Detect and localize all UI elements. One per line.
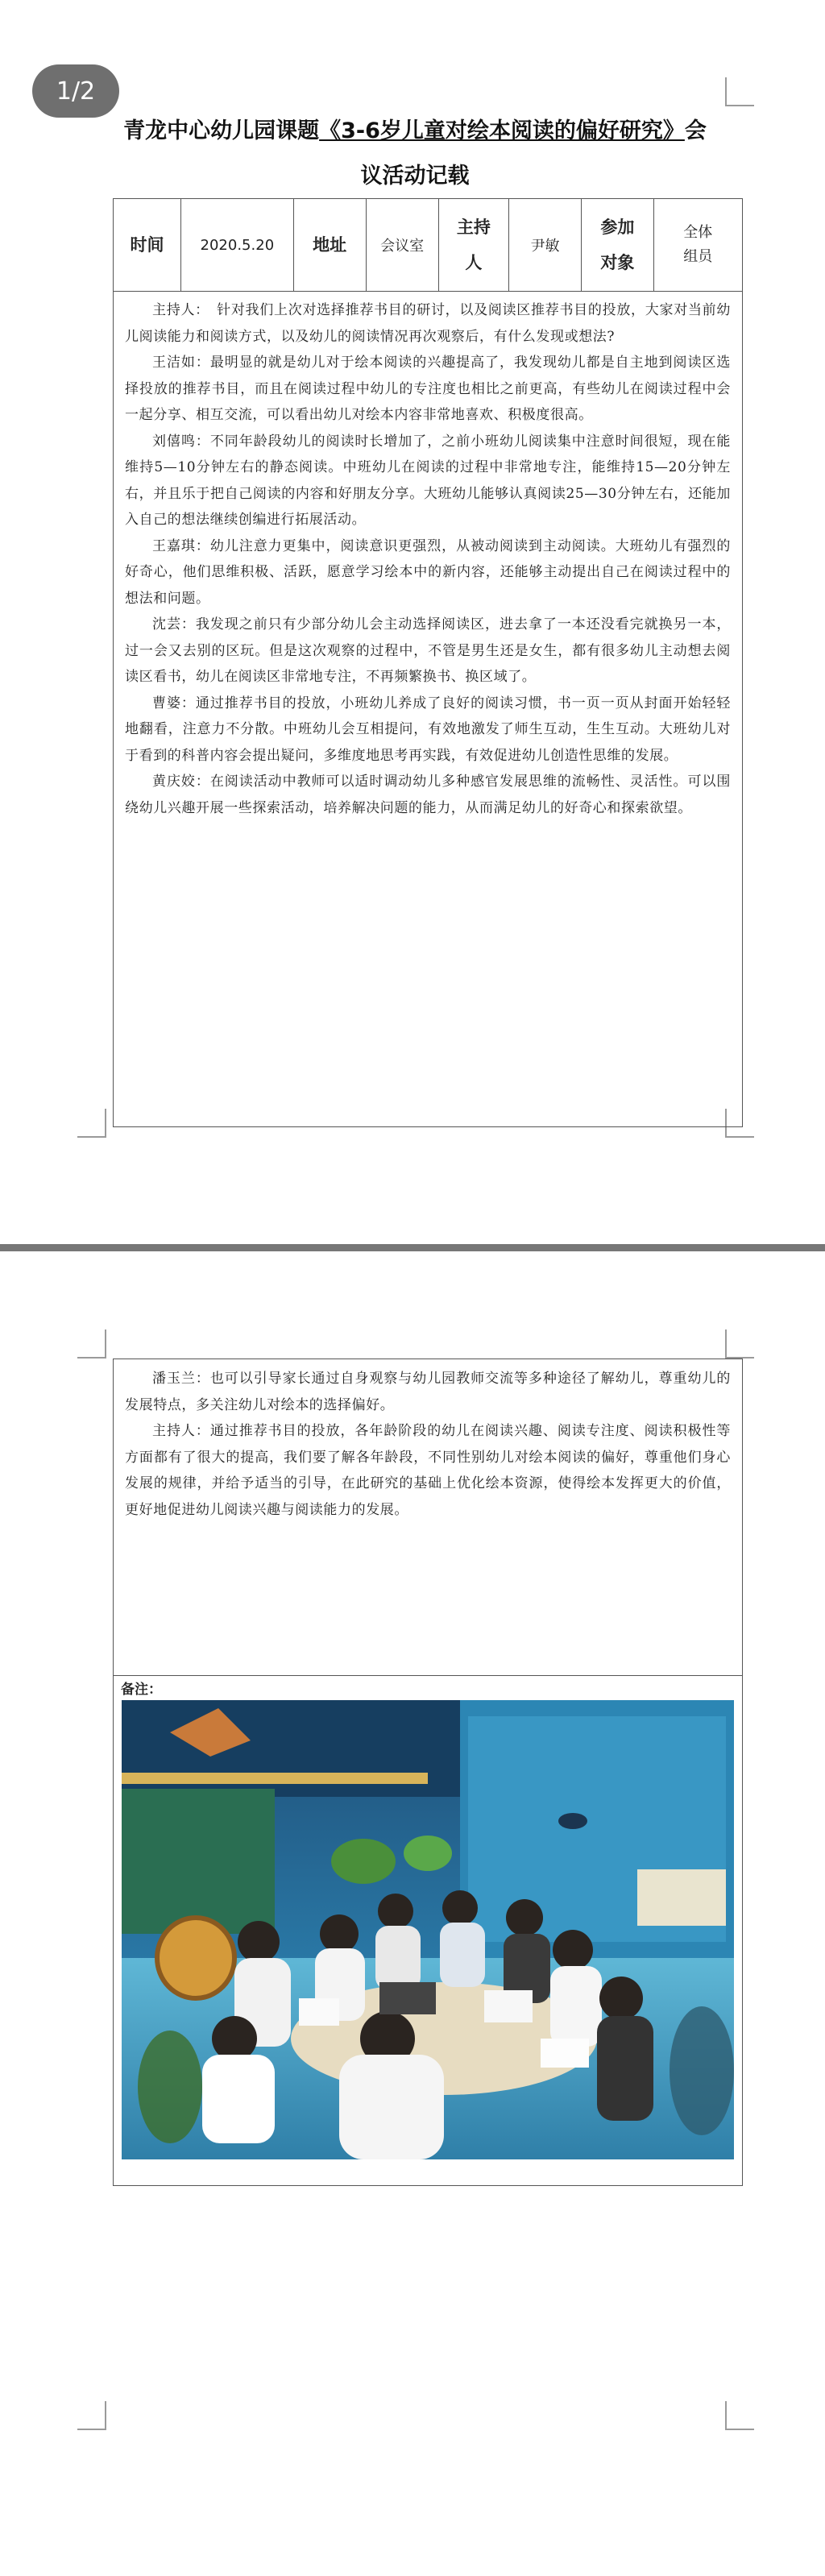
crop-mark — [725, 1329, 754, 1359]
crop-mark — [77, 1109, 106, 1138]
document-title-line2: 议活动记载 — [360, 164, 470, 189]
page-indicator: 1/2 — [32, 64, 119, 118]
paragraph: 王嘉琪：幼儿注意力更集中，阅读意识更强烈，从被动阅读到主动阅读。大班幼儿有强烈的好奇心，他们思维积极、活跃，愿意学习绘本中的新内容，还能够主动提出自己在阅读过程中的想法和问题。 — [125, 537, 731, 607]
participants-label: 参加对象 — [582, 199, 654, 291]
participants-value: 全体组员 — [683, 224, 713, 265]
paragraph: 刘僖鸣：不同年龄段幼儿的阅读时长增加了，之前小班幼儿阅读集中注意时间很短，现在能维持5—10分钟左右的静态阅读。中班幼儿在阅读的过程中非常地专注，能维持15—20分钟左右，并且乐于把自己阅读的内容和好朋友分享。大班幼儿能够认真阅读25—30分钟左右，还能加入自己的想法继续创编进行拓展活动。 — [125, 433, 732, 528]
crop-mark — [725, 77, 754, 106]
paragraph: 主持人：通过推荐书目的投放，各年龄阶段的幼儿在阅读兴趣、阅读专注度、阅读积极性等方面都有了很大的提高，我们要了解各年龄段，不同性别幼儿对绘本阅读的偏好，尊重他们身心发展的规律，并给予适当的引导，在此研究的基础上优化绘本资源，使得绘本发挥更大的价值，更好地促进幼儿阅读兴趣与阅读能力的发展。 — [125, 1423, 731, 1518]
document-title — [81, 113, 749, 144]
paragraph: 沈芸：我发现之前只有少部分幼儿会主动选择阅读区，进去拿了一本还没看完就换另一本，过一会又去别的区玩。但是这次观察的过程中，不管是男生还是女生，都有很多幼儿主动想去阅读区看书，幼儿在阅读区非常地专注，不再频繁换书、换区域了。 — [125, 616, 731, 685]
crop-mark — [725, 2401, 754, 2430]
page-separator — [0, 1244, 825, 1251]
place-value: 会议室 — [367, 199, 439, 291]
place-label: 地址 — [294, 199, 367, 291]
paragraph: 黄庆姣：在阅读活动中教师可以适时调动幼儿多种感官发展思维的流畅性、灵活性。可以围绕幼儿兴趣开展一些探索活动，培养解决问题的能力，从而满足幼儿的好奇心和探索欲望。 — [125, 774, 731, 816]
meeting-photo — [122, 1700, 734, 2159]
host-value: 尹敏 — [509, 199, 582, 291]
time-value: 2020.5.20 — [181, 199, 293, 291]
paragraph: 潘玉兰：也可以引导家长通过自身观察与幼儿园教师交流等多种途径了解幼儿，尊重幼儿的发展特点，多关注幼儿对绘本的选择偏好。 — [125, 1371, 731, 1413]
discussion-content-page2 — [113, 1359, 743, 1676]
host-label: 主持人 — [439, 199, 509, 291]
discussion-content-page1 — [113, 291, 743, 1127]
meeting-photo-icon — [122, 1700, 734, 2159]
paragraph: 曹婆：通过推荐书目的投放，小班幼儿养成了良好的阅读习惯，书一页一页从封面开始轻轻地翻看，注意力不分散。中班幼儿会互相提问，有效地激发了师生互动，生生互动。大班幼儿对于看到的科普内容会提出疑问，多维度地思考再实践，有效促进幼儿创造性思维的发展。 — [125, 695, 731, 764]
paragraph: 主持人： 针对我们上次对选择推荐书目的研讨，以及阅读区推荐书目的投放，大家对当前幼儿阅读能力和阅读方式，以及幼儿的阅读情况再次观察后，有什么发现或想法? — [125, 302, 731, 345]
title-underlined: 《3-6岁儿童对绘本阅读的偏好研究》 — [319, 118, 685, 143]
paragraph: 王洁如：最明显的就是幼儿对于绘本阅读的兴趣提高了，我发现幼儿都是自主地到阅读区选择投放的推荐书目，而且在阅读过程中幼儿的专注度也相比之前更高，有些幼儿在阅读过程中会一起分享、相互交流，可以看出幼儿对绘本内容非常地喜欢、积极度很高。 — [125, 355, 731, 423]
meeting-info-row — [113, 198, 743, 292]
crop-mark — [77, 1329, 106, 1359]
time-label: 时间 — [114, 199, 181, 291]
remarks-label: 备注： — [121, 1682, 162, 1698]
crop-mark — [77, 2401, 106, 2430]
title-suffix: 会 — [684, 118, 707, 143]
title-prefix: 青龙中心幼儿园课题 — [123, 118, 320, 143]
